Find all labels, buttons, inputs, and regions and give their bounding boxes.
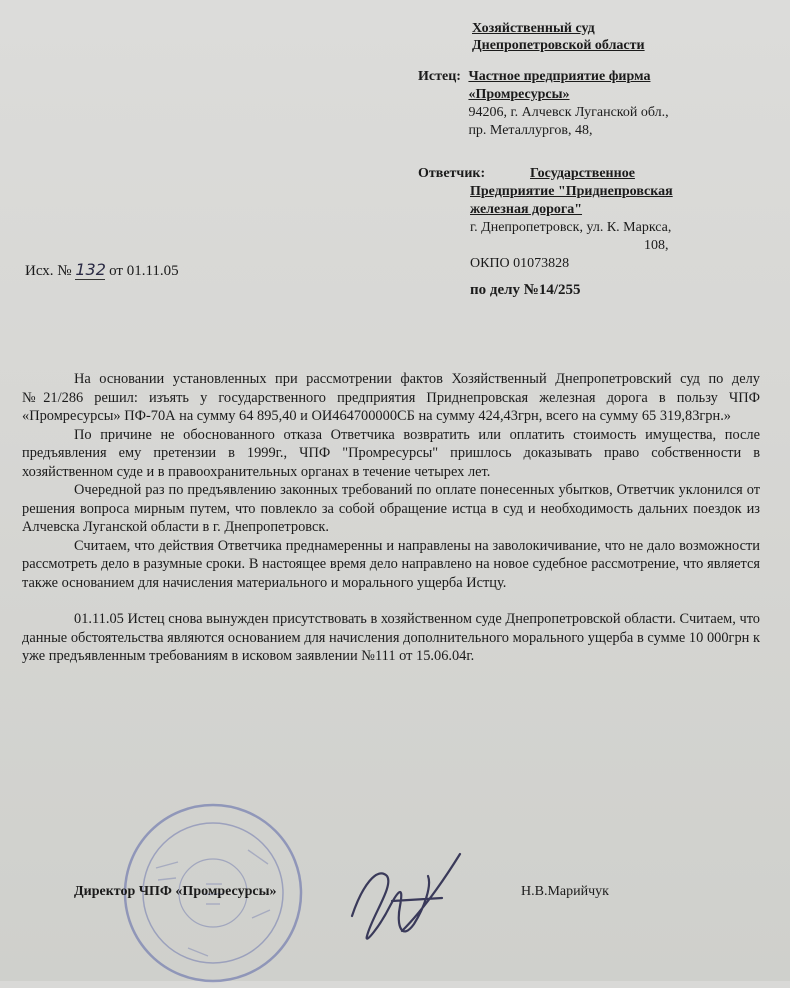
defendant-label: Ответчик: xyxy=(418,166,486,181)
defendant-okpo: ОКПО 01073828 xyxy=(470,256,570,271)
court-line-2: Днепропетровской области xyxy=(472,38,645,53)
court-address xyxy=(472,20,645,54)
case-reference: по делу №14/255 xyxy=(470,282,581,298)
defendant-address-1: г. Днепропетровск, ул. К. Маркса, xyxy=(470,220,672,235)
defendant-name-2: Предприятие "Приднепровская xyxy=(470,184,673,199)
outgoing-prefix: Исх. № xyxy=(25,263,72,279)
paragraph-1: На основании установленных при рассмотрении фактов Хозяйственный Днепропетровский суд по делу №21/286 решил: изъять у государственного предприятия Приднепровская железная дорога в пользу ЧПФ «Промресурсы» ПФ-70А на сумму 64 895,40 и ОИ464700000СБ на сумму 424,43грн, всего на сумму 65 319,83грн.» xyxy=(22,371,760,424)
defendant-name-3: железная дорога" xyxy=(470,202,583,217)
plaintiff-name-2: «Промресурсы» xyxy=(468,87,570,102)
outgoing-date: от 01.11.05 xyxy=(109,263,179,279)
paragraph-5: 01.11.05 Истец снова вынужден присутствовать в хозяйственном суде Днепропетровской области. Считаем, что данные обстоятельства являются основанием для начисления дополнительного морального ущерба в сумме 10 000грн к уже предъявленным требованиям в исковом заявлении №111 от 15.06.04г. xyxy=(22,611,760,664)
paragraph-2: По причине не обоснованного отказа Ответчика возвратить или оплатить стоимость имущества, после предъявления ему претензии в 1999г., ЧПФ "Промресурсы" пришлось доказывать право собственности в хозяйственном суде и в правоохранительных органах в течение четырех лет. xyxy=(22,426,760,480)
handwritten-signature-icon xyxy=(332,846,472,956)
outgoing-handwritten-number: 132 xyxy=(75,260,106,279)
paragraph-3: Очередной раз по предъявлению законных требований по оплате понесенных убытков, Ответчик уклонился от решения вопроса мирным путем, что повлекло за собой обращение истца в суд и необходимость дальних поездок из Алчевска Луганской области в г. Днепропетровск. xyxy=(22,482,760,535)
signatory-name: Н.В.Марийчук xyxy=(521,884,609,899)
court-line-1: Хозяйственный суд xyxy=(472,21,595,36)
outgoing-number xyxy=(25,260,179,280)
plaintiff-address-1: 94206, г. Алчевск Луганской обл., xyxy=(468,105,669,120)
paragraph-4: Считаем, что действия Ответчика преднамеренны и направлены на заволокичивание, что не дало возможности рассмотреть дело в разумные сроки. В настоящее время дело направлено на новое судебное рассмотрение, что является также основанием для начисления материального и морального ущерба Истцу. xyxy=(22,537,760,591)
defendant-name-1: Государственное xyxy=(530,166,635,181)
plaintiff-name-1: Частное предприятие фирма xyxy=(468,69,651,84)
signature-title: Директор ЧПФ «Промресурсы» xyxy=(74,884,277,899)
letter-body xyxy=(22,370,760,666)
plaintiff-block xyxy=(418,68,768,140)
plaintiff-label: Истец: xyxy=(418,69,461,84)
defendant-address-2: 108, xyxy=(644,238,669,253)
plaintiff-address-2: пр. Металлургов, 48, xyxy=(468,123,593,138)
